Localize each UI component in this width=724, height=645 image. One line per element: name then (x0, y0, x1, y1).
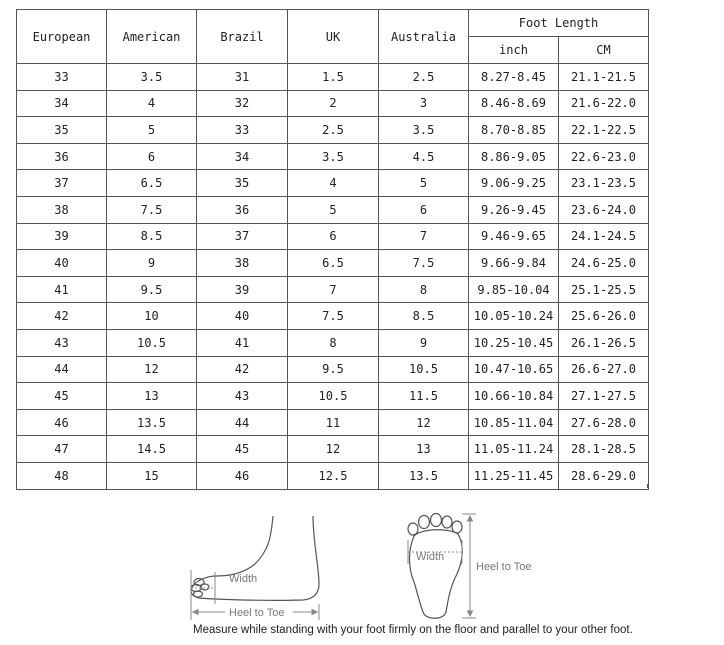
header-foot-length: Foot Length (469, 10, 649, 37)
cell-uk: 8 (288, 329, 379, 356)
cell-australia: 6 (379, 196, 469, 223)
cell-inch: 9.26-9.45 (469, 196, 559, 223)
cell-european: 34 (17, 90, 107, 117)
cell-european: 37 (17, 170, 107, 197)
cell-cm: 27.6-28.0 (559, 409, 649, 436)
cell-european: 45 (17, 383, 107, 410)
cell-european: 46 (17, 409, 107, 436)
cell-european: 39 (17, 223, 107, 250)
cell-european: 38 (17, 196, 107, 223)
side-foot-diagram (185, 512, 335, 624)
cell-cm: 25.1-25.5 (559, 276, 649, 303)
cell-cm: 22.1-22.5 (559, 117, 649, 144)
table-row (17, 196, 649, 223)
header-european: European (17, 10, 107, 64)
side-length-label: Heel to Toe (229, 607, 285, 619)
cell-brazil: 32 (197, 90, 288, 117)
cell-uk: 2.5 (288, 117, 379, 144)
table-row (17, 64, 649, 91)
cell-brazil: 38 (197, 250, 288, 277)
cell-european: 33 (17, 64, 107, 91)
cell-uk: 4 (288, 170, 379, 197)
cell-cm: 27.1-27.5 (559, 383, 649, 410)
cell-australia: 3.5 (379, 117, 469, 144)
cell-australia: 9 (379, 329, 469, 356)
header-cm: CM (559, 37, 649, 64)
cell-european: 47 (17, 436, 107, 463)
cell-australia: 3 (379, 90, 469, 117)
side-width-label: Width (229, 573, 258, 585)
cell-european: 41 (17, 276, 107, 303)
table-row (17, 117, 649, 144)
header-brazil: Brazil (197, 10, 288, 64)
cell-uk: 2 (288, 90, 379, 117)
cell-inch: 10.85-11.04 (469, 409, 559, 436)
cell-uk: 12 (288, 436, 379, 463)
cell-brazil: 42 (197, 356, 288, 383)
cell-australia: 10.5 (379, 356, 469, 383)
cell-cm: 22.6-23.0 (559, 143, 649, 170)
cell-uk: 6 (288, 223, 379, 250)
cell-inch: 9.85-10.04 (469, 276, 559, 303)
cell-australia: 13.5 (379, 462, 469, 489)
cell-american: 4 (107, 90, 197, 117)
table-row (17, 90, 649, 117)
cell-cm: 25.6-26.0 (559, 303, 649, 330)
cell-cm: 24.6-25.0 (559, 250, 649, 277)
cell-brazil: 40 (197, 303, 288, 330)
cell-australia: 11.5 (379, 383, 469, 410)
measurement-caption: Measure while standing with your foot firmly on the floor and parallel to your other foot. (193, 624, 633, 636)
cell-american: 6.5 (107, 170, 197, 197)
table-row (17, 276, 649, 303)
cell-american: 7.5 (107, 196, 197, 223)
cell-uk: 1.5 (288, 64, 379, 91)
side-width-guide (191, 570, 215, 606)
cell-cm: 21.1-21.5 (559, 64, 649, 91)
top-width-label: Width (416, 551, 445, 563)
header-uk: UK (288, 10, 379, 64)
cell-uk: 11 (288, 409, 379, 436)
cell-european: 36 (17, 143, 107, 170)
cell-inch: 11.25-11.45 (469, 462, 559, 489)
header-australia: Australia (379, 10, 469, 64)
cell-american: 10.5 (107, 329, 197, 356)
cell-uk: 10.5 (288, 383, 379, 410)
cell-european: 48 (17, 462, 107, 489)
table-row (17, 250, 649, 277)
cell-inch: 8.46-8.69 (469, 90, 559, 117)
cell-brazil: 46 (197, 462, 288, 489)
cell-european: 43 (17, 329, 107, 356)
cell-australia: 5 (379, 170, 469, 197)
header-american: American (107, 10, 197, 64)
cell-cm: 24.1-24.5 (559, 223, 649, 250)
cell-brazil: 36 (197, 196, 288, 223)
table-row (17, 383, 649, 410)
table-bottom-stub (16, 484, 648, 488)
top-length-guide (462, 514, 476, 618)
table-row (17, 170, 649, 197)
cell-australia: 2.5 (379, 64, 469, 91)
top-foot-outline (408, 514, 462, 619)
side-foot-outline (191, 516, 319, 600)
cell-american: 10 (107, 303, 197, 330)
cell-brazil: 45 (197, 436, 288, 463)
cell-american: 8.5 (107, 223, 197, 250)
cell-australia: 12 (379, 409, 469, 436)
table-row (17, 409, 649, 436)
cell-european: 35 (17, 117, 107, 144)
cell-cm: 26.6-27.0 (559, 356, 649, 383)
cell-inch: 8.27-8.45 (469, 64, 559, 91)
cell-australia: 8.5 (379, 303, 469, 330)
cell-australia: 13 (379, 436, 469, 463)
cell-american: 9 (107, 250, 197, 277)
cell-inch: 11.05-11.24 (469, 436, 559, 463)
table-row (17, 356, 649, 383)
header-inch: inch (469, 37, 559, 64)
cell-uk: 7 (288, 276, 379, 303)
cell-inch: 10.25-10.45 (469, 329, 559, 356)
cell-brazil: 43 (197, 383, 288, 410)
cell-american: 14.5 (107, 436, 197, 463)
size-table-body (17, 64, 649, 490)
top-foot-diagram (400, 510, 560, 625)
cell-european: 42 (17, 303, 107, 330)
cell-uk: 3.5 (288, 143, 379, 170)
cell-brazil: 31 (197, 64, 288, 91)
cell-brazil: 39 (197, 276, 288, 303)
cell-inch: 10.05-10.24 (469, 303, 559, 330)
cell-cm: 23.6-24.0 (559, 196, 649, 223)
cell-inch: 8.70-8.85 (469, 117, 559, 144)
cell-american: 6 (107, 143, 197, 170)
cell-brazil: 34 (197, 143, 288, 170)
cell-inch: 10.47-10.65 (469, 356, 559, 383)
cell-inch: 9.06-9.25 (469, 170, 559, 197)
cell-brazil: 35 (197, 170, 288, 197)
cell-cm: 28.1-28.5 (559, 436, 649, 463)
table-row (17, 436, 649, 463)
cell-australia: 7.5 (379, 250, 469, 277)
cell-australia: 8 (379, 276, 469, 303)
cell-australia: 7 (379, 223, 469, 250)
cell-uk: 5 (288, 196, 379, 223)
cell-american: 3.5 (107, 64, 197, 91)
cell-uk: 12.5 (288, 462, 379, 489)
cell-australia: 4.5 (379, 143, 469, 170)
cell-american: 12 (107, 356, 197, 383)
cell-cm: 28.6-29.0 (559, 462, 649, 489)
cell-cm: 21.6-22.0 (559, 90, 649, 117)
cell-brazil: 44 (197, 409, 288, 436)
top-length-label: Heel to Toe (476, 561, 532, 573)
cell-european: 40 (17, 250, 107, 277)
cell-uk: 9.5 (288, 356, 379, 383)
cell-american: 5 (107, 117, 197, 144)
size-chart-table (16, 9, 649, 490)
cell-american: 13.5 (107, 409, 197, 436)
cell-brazil: 37 (197, 223, 288, 250)
table-row (17, 329, 649, 356)
cell-brazil: 41 (197, 329, 288, 356)
table-row (17, 303, 649, 330)
cell-cm: 23.1-23.5 (559, 170, 649, 197)
cell-american: 9.5 (107, 276, 197, 303)
cell-inch: 8.86-9.05 (469, 143, 559, 170)
cell-inch: 9.66-9.84 (469, 250, 559, 277)
cell-brazil: 33 (197, 117, 288, 144)
cell-inch: 10.66-10.84 (469, 383, 559, 410)
cell-inch: 9.46-9.65 (469, 223, 559, 250)
table-row (17, 223, 649, 250)
cell-uk: 7.5 (288, 303, 379, 330)
cell-cm: 26.1-26.5 (559, 329, 649, 356)
table-row (17, 143, 649, 170)
cell-european: 44 (17, 356, 107, 383)
cell-american: 13 (107, 383, 197, 410)
cell-american: 15 (107, 462, 197, 489)
cell-uk: 6.5 (288, 250, 379, 277)
